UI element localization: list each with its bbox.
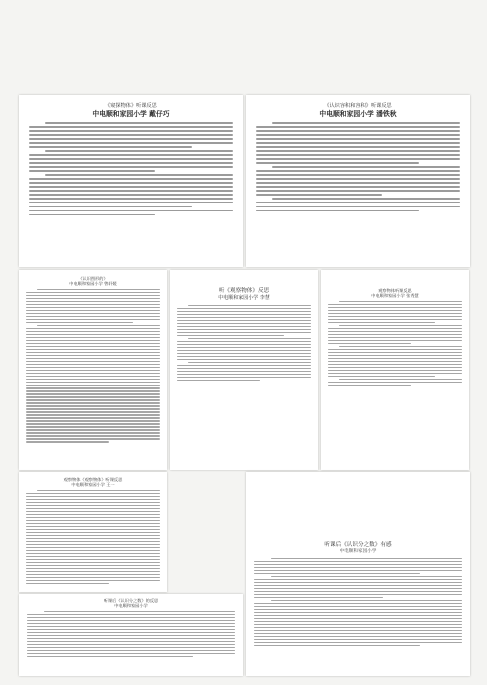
body-text [254, 558, 462, 646]
body-text [256, 122, 460, 211]
page-title: 观察物体听课反思 [378, 288, 412, 293]
body-text [26, 289, 160, 443]
body-text [177, 305, 311, 381]
page-subtitle: 中电顺和家园小学 王一 [71, 482, 115, 487]
body-text [29, 122, 233, 215]
page-subtitle: 中电顺和家园小学 曾轩媛 [69, 281, 117, 286]
document-page-1 [19, 95, 243, 267]
page-title: 听《观察物体》反思 [218, 288, 270, 294]
page-author: 中电顺和家园小学 [339, 549, 377, 554]
page-subtitle: 中电顺和家园小学 张秀慧 [371, 293, 419, 298]
body-text [328, 301, 462, 386]
document-page-8 [246, 472, 470, 676]
document-page-6 [19, 472, 167, 592]
page-subtitle: 中电顺和家园小学 戴仔巧 [92, 110, 170, 118]
page-title: 听课后《认识分之数》有感 [324, 542, 392, 548]
page-subtitle: 中电顺和家园小学 潘铁秋 [319, 110, 397, 118]
document-page-2 [246, 95, 470, 267]
document-page-4 [170, 270, 318, 470]
page-title: 听课后《认识分之数》的反思 [103, 598, 159, 603]
page-title: 观察物体《观察物体》听课反思 [63, 477, 123, 482]
body-text [27, 611, 235, 657]
page-subtitle: 中电顺和家园小学 李慧 [218, 295, 270, 301]
body-text [26, 490, 160, 584]
page-title: 《认识容积和容积》听课反思 [324, 103, 392, 109]
page-title: 《认识图形的》 [78, 276, 108, 281]
document-page-5 [321, 270, 469, 470]
document-page-3 [19, 270, 167, 470]
page-title: 《窥探物体》听课反思 [105, 103, 157, 109]
document-page-7 [19, 594, 243, 676]
page-author: 中电顺和家园小学 [114, 603, 148, 608]
